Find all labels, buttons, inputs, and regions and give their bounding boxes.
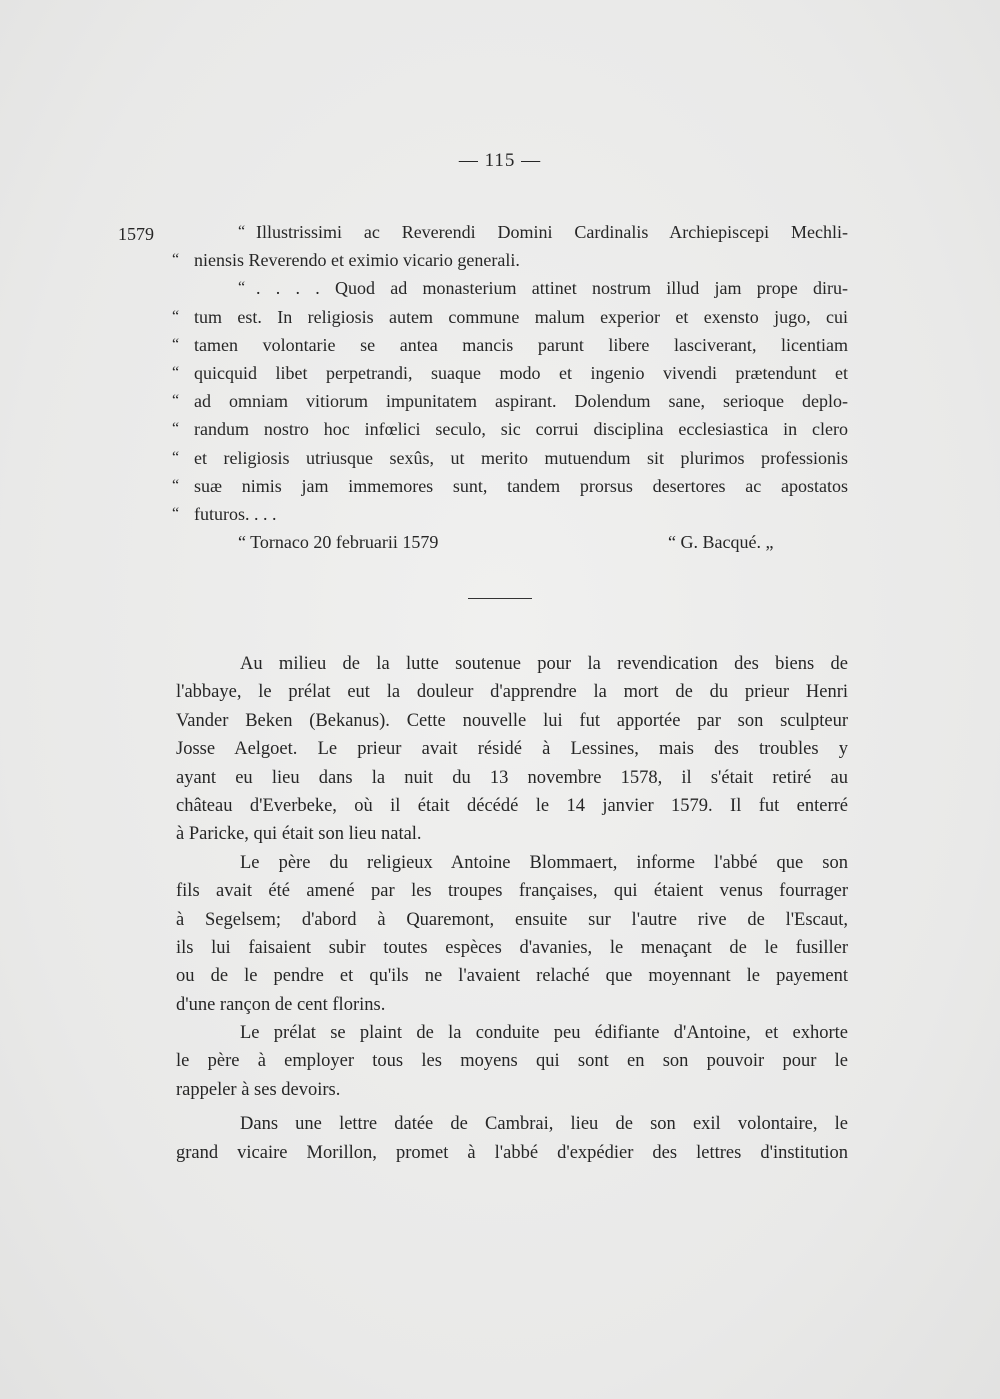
quote-signature-line bbox=[172, 528, 848, 556]
body-line: Josse Aelgoet. Le prieur avait résidé à Lessines, mais des troubles y bbox=[176, 739, 848, 760]
quote-line bbox=[172, 472, 848, 500]
quote-line bbox=[172, 359, 848, 387]
body-line: l'abbaye, le prélat eut la douleur d'apprendre la mort de du prieur Henri bbox=[176, 682, 848, 703]
quote-mark: “ bbox=[172, 448, 180, 466]
body-text bbox=[176, 650, 848, 1167]
quote-mark: “ bbox=[172, 251, 180, 269]
latin-letter-quote bbox=[172, 218, 848, 556]
quote-mark: “ bbox=[238, 223, 246, 240]
body-line: ou de le pendre et qu'ils ne l'avaient relaché que moyennant le payement bbox=[176, 966, 848, 987]
body-line: grand vicaire Morillon, promet à l'abbé d'expédier des lettres d'institution bbox=[176, 1142, 848, 1163]
quote-mark: “ bbox=[172, 392, 180, 410]
body-line: Vander Beken (Bekanus). Cette nouvelle lui fut apportée par son sculpteur bbox=[176, 710, 848, 731]
body-line: Le prélat se plaint de la conduite peu édifiante d'Antoine, et exhorte bbox=[240, 1023, 848, 1044]
quote-line bbox=[172, 500, 848, 528]
body-line: château d'Everbeke, où il était décédé le 14 janvier 1579. Il fut enterré bbox=[176, 795, 848, 816]
page-number: — 115 — bbox=[458, 150, 542, 171]
quote-mark: “ bbox=[172, 504, 180, 522]
quote-mark: “ bbox=[172, 335, 180, 353]
quote-mark: “ bbox=[172, 420, 180, 438]
quote-place-date: “ Tornaco 20 februarii 1579 bbox=[238, 532, 439, 553]
body-line: Dans une lettre datée de Cambrai, lieu de son exil volontaire, le bbox=[240, 1114, 848, 1135]
quote-mark: “ bbox=[172, 476, 180, 494]
quote-line-text: tamen volontarie se antea mancis parunt libere lasciverant, licentiam bbox=[194, 334, 848, 355]
quote-line-text: futuros. . . . bbox=[194, 503, 277, 524]
body-line: Au milieu de la lutte soutenue pour la revendication des biens de bbox=[240, 654, 848, 674]
quote-line bbox=[172, 415, 848, 443]
body-line: le père à employer tous les moyens qui sont en son pouvoir pour le bbox=[176, 1051, 848, 1072]
quote-line bbox=[172, 274, 848, 302]
quote-mark: “ bbox=[238, 279, 246, 297]
quote-line bbox=[172, 331, 848, 359]
section-divider bbox=[468, 598, 532, 599]
quote-mark: “ bbox=[172, 363, 180, 381]
quote-line bbox=[172, 218, 848, 246]
quote-line-text: et religiosis utriusque sexûs, ut merito mutuendum sit plurimos professionis bbox=[194, 447, 848, 468]
body-line: fils avait été amené par les troupes françaises, qui étaient venus fourrager bbox=[176, 881, 848, 902]
body-line: ayant eu lieu dans la nuit du 13 novembre 1578, il s'était retiré au bbox=[176, 767, 848, 788]
quote-line-text: . . . . Quod ad monasterium attinet nostrum illud jam prope diru- bbox=[256, 278, 848, 299]
body-line: à Segelsem; d'abord à Quaremont, ensuite sur l'autre rive de l'Escaut, bbox=[176, 909, 848, 930]
body-line: à Paricke, qui était son lieu natal. bbox=[176, 824, 422, 845]
quote-line bbox=[172, 444, 848, 472]
quote-line bbox=[172, 303, 848, 331]
quote-line-text: ad omniam vitiorum impunitatem aspirant. Dolendum sane, serioque deplo- bbox=[194, 391, 848, 412]
quote-line bbox=[172, 246, 848, 274]
quote-line-text: quicquid libet perpetrandi, suaque modo et ingenio vivendi prætendunt et bbox=[194, 362, 848, 383]
body-line: d'une rançon de cent florins. bbox=[176, 994, 386, 1015]
body-line: ils lui faisaient subir toutes espèces d'avanies, le menaçant de le fusiller bbox=[176, 937, 848, 958]
quote-line-text: Illustrissimi ac Reverendi Domini Cardinalis Archiepiscepi Mechli- bbox=[256, 222, 848, 242]
quote-signer: “ G. Bacqué. „ bbox=[668, 532, 774, 553]
margin-year-note: 1579 bbox=[118, 224, 154, 244]
quote-line-text: suæ nimis jam immemores sunt, tandem prorsus desertores ac apostatos bbox=[194, 475, 848, 496]
body-line: Le père du religieux Antoine Blommaert, informe l'abbé que son bbox=[240, 852, 848, 873]
quote-mark: “ bbox=[172, 307, 180, 325]
body-line: rappeler à ses devoirs. bbox=[176, 1079, 341, 1100]
quote-line-text: randum nostro hoc infœlici seculo, sic corrui disciplina ecclesiastica in clero bbox=[194, 419, 848, 440]
quote-line-text: niensis Reverendo et eximio vicario generali. bbox=[194, 250, 520, 271]
quote-line-text: tum est. In religiosis autem commune malum experior et exensto jugo, cui bbox=[194, 306, 848, 327]
quote-line bbox=[172, 387, 848, 415]
